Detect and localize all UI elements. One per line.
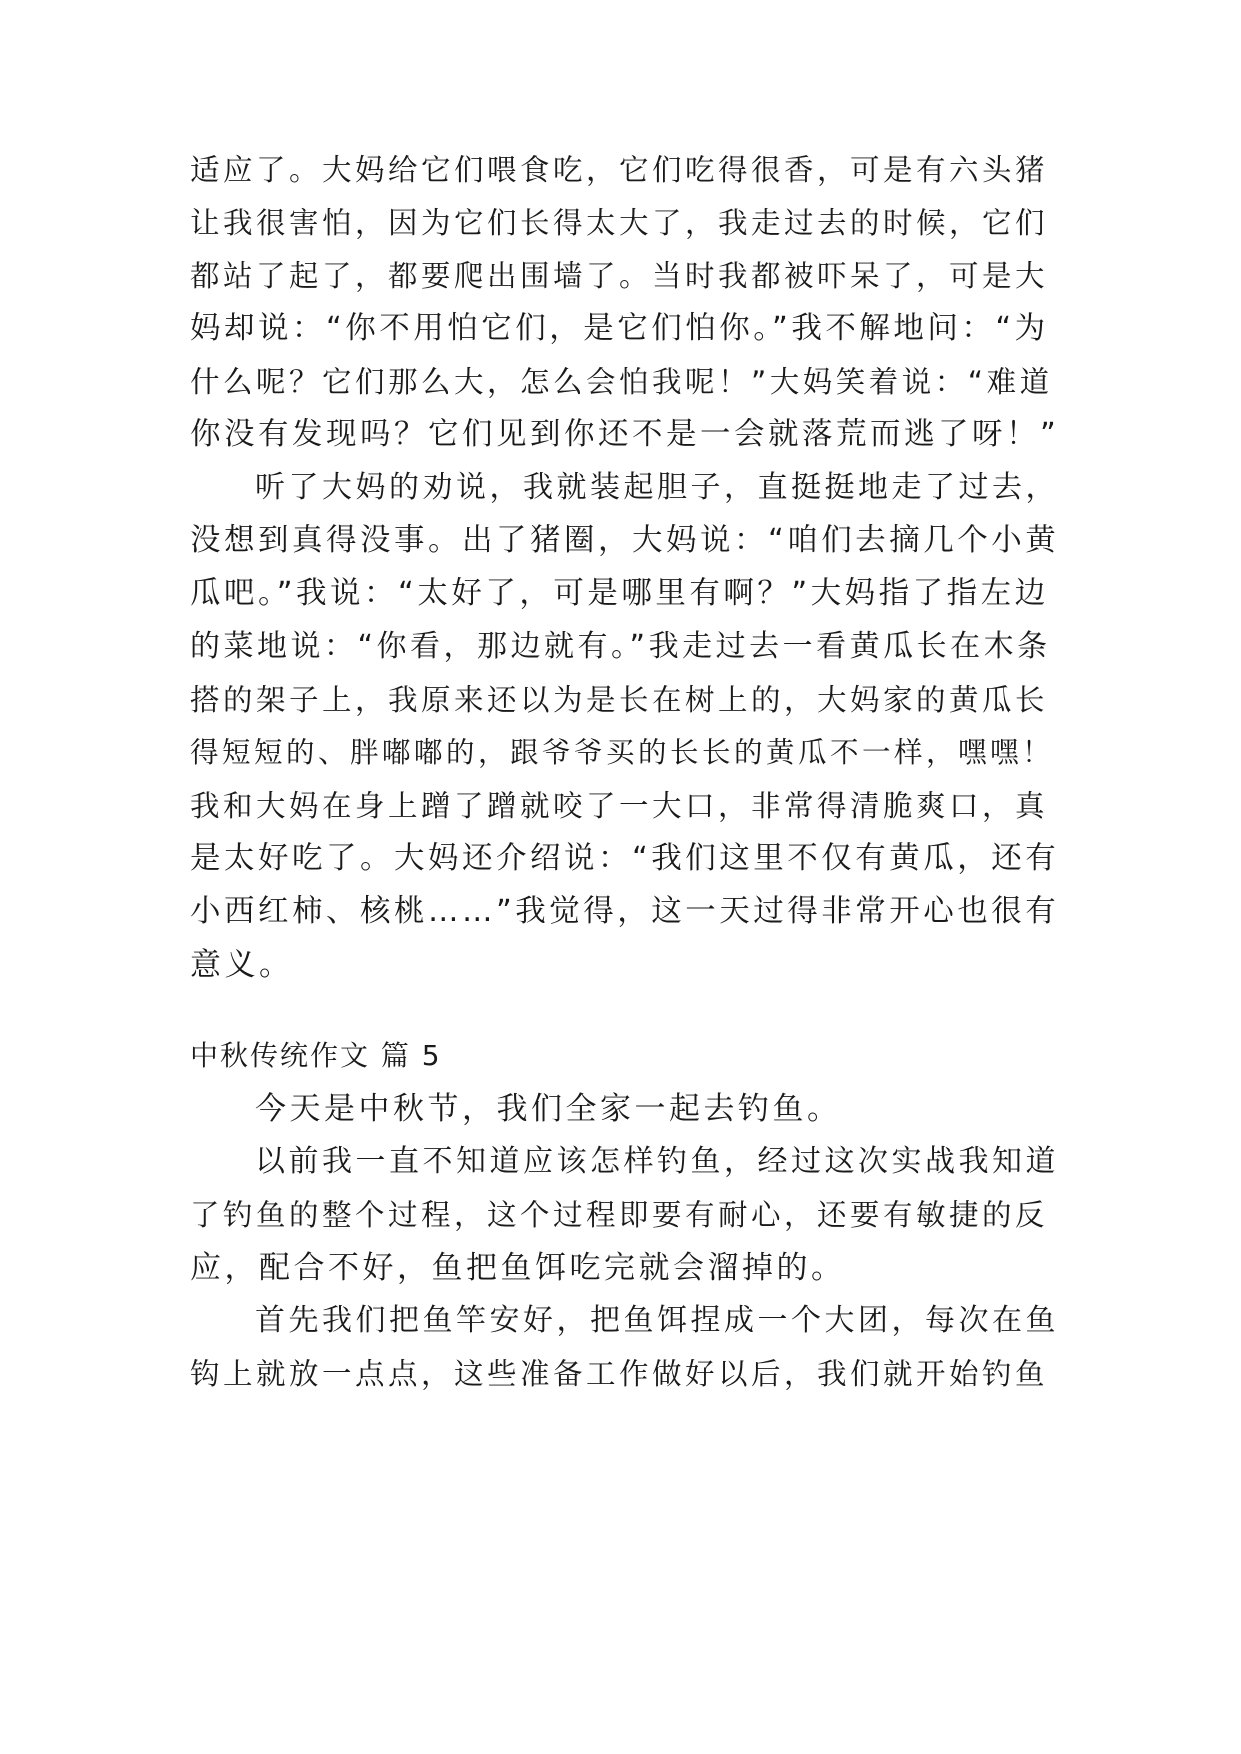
text-line: 没想到真得没事。出了猪圈，大妈说：“咱们去摘几个小黄 bbox=[190, 523, 1060, 558]
text-line: 你没有发现吗？它们见到你还不是一会就落荒而逃了呀！” bbox=[190, 417, 1060, 452]
text-line: 小西红柿、核桃……”我觉得，这一天过得非常开心也很有 bbox=[190, 894, 1060, 929]
text-line: 什么呢？它们那么大，怎么会怕我呢！”大妈笑着说：“难道 bbox=[190, 365, 1053, 399]
text-line: 钩上就放一点点，这些准备工作做好以后，我们就开始钓鱼 bbox=[190, 1357, 1049, 1391]
text-line: 都站了起了，都要爬出围墙了。当时我都被吓呆了，可是大 bbox=[190, 259, 1049, 293]
text-line: 妈却说：“你不用怕它们，是它们怕你。”我不解地问：“为 bbox=[190, 311, 1049, 346]
text-line: 意义。 bbox=[190, 947, 294, 983]
text-line: 今天是中秋节，我们全家一起去钓鱼。 bbox=[255, 1091, 842, 1127]
text-line: 让我很害怕，因为它们长得太大了，我走过去的时候，它们 bbox=[190, 206, 1049, 240]
text-line: 我和大妈在身上蹭了蹭就咬了一大口，非常得清脆爽口，真 bbox=[190, 789, 1049, 823]
text-line: 以前我一直不知道应该怎样钓鱼，经过这次实战我知道 bbox=[255, 1144, 1059, 1179]
text-line: 瓜吧。”我说：“太好了，可是哪里有啊？”大妈指了指左边 bbox=[190, 576, 1049, 611]
section-heading: 中秋传统作文 篇 5 bbox=[190, 1039, 442, 1072]
text-line: 是太好吃了。大妈还介绍说：“我们这里不仅有黄瓜，还有 bbox=[190, 841, 1060, 876]
text-line: 了钓鱼的整个过程，这个过程即要有耐心，还要有敏捷的反 bbox=[190, 1198, 1049, 1232]
text-line: 适应了。大妈给它们喂食吃，它们吃得很香，可是有六头猪 bbox=[190, 153, 1049, 187]
text-line: 首先我们把鱼竿安好，把鱼饵捏成一个大团，每次在鱼 bbox=[255, 1303, 1059, 1338]
text-line: 应，配合不好，鱼把鱼饵吃完就会溜掉的。 bbox=[190, 1250, 846, 1286]
text-line: 的菜地说：“你看，那边就有。”我走过去一看黄瓜长在木条 bbox=[190, 629, 1051, 664]
text-line: 听了大妈的劝说，我就装起胆子，直挺挺地走了过去， bbox=[255, 470, 1059, 505]
text-line: 搭的架子上，我原来还以为是长在树上的，大妈家的黄瓜长 bbox=[190, 683, 1049, 717]
text-line: 得短短的、胖嘟嘟的，跟爷爷买的长长的黄瓜不一样，嘿嘿！ bbox=[190, 736, 1055, 769]
